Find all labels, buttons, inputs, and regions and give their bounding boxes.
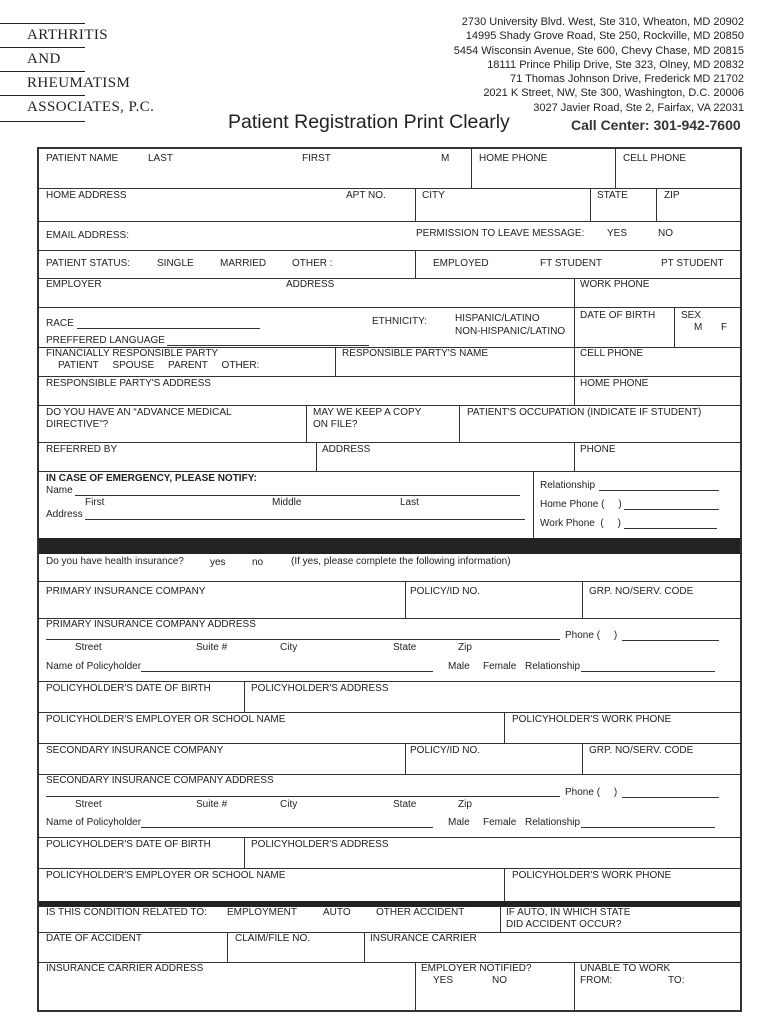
cell-phone-label: CELL PHONE <box>623 153 686 164</box>
occupation-label: PATIENT'S OCCUPATION (INDICATE IF STUDENT) <box>467 407 702 418</box>
primary-female[interactable]: Female <box>483 661 517 672</box>
emergency-address-line[interactable] <box>85 519 525 520</box>
status-other[interactable]: OTHER : <box>292 258 333 269</box>
responsible-name-label: RESPONSIBLE PARTY'S NAME <box>342 348 489 359</box>
insurance-carrier-label: INSURANCE CARRIER <box>370 933 477 944</box>
auto-state-label: IF AUTO, IN WHICH STATE <box>506 907 631 918</box>
primary-relationship-label: Relationship <box>525 661 581 672</box>
call-center-phone: Call Center: 301-942-7600 <box>571 117 741 133</box>
primary-policyholder-name-label: Name of Policyholder <box>46 661 142 672</box>
secondary-policyholder-name-line[interactable] <box>141 827 433 828</box>
row-insurance-question <box>39 554 740 581</box>
emergency-heading: IN CASE OF EMERGENCY, PLEASE NOTIFY: <box>46 473 257 484</box>
insurance-question: Do you have health insurance? <box>46 556 184 567</box>
leave-message-label: PERMISSION TO LEAVE MESSAGE: <box>416 228 585 239</box>
emergency-work-phone-label: Work Phone ( ) <box>540 518 621 529</box>
secondary-policy-id-label: POLICY/ID NO. <box>410 745 481 756</box>
insurance-no[interactable]: no <box>252 557 264 568</box>
row-email <box>39 221 740 250</box>
home-phone-label: HOME PHONE <box>479 153 548 164</box>
accident-date-label: DATE OF ACCIDENT <box>46 933 142 944</box>
related-auto[interactable]: AUTO <box>323 907 351 918</box>
row-referred-by <box>39 442 740 471</box>
unable-to-label: TO: <box>668 975 685 986</box>
office-address: 3027 Javier Road, Ste 2, Fairfax, VA 22031 <box>533 101 744 114</box>
advance-directive-label-2: DIRECTIVE”? <box>46 419 109 430</box>
primary-street-label: Street <box>75 642 102 653</box>
section-divider <box>39 538 740 554</box>
office-address: 2021 K Street, NW, Ste 300, Washington, D.C. 20006 <box>483 87 744 100</box>
keep-copy-label: MAY WE KEEP A COPY <box>313 407 422 418</box>
primary-policy-id-label: POLICY/ID NO. <box>410 586 481 597</box>
unable-from-label: FROM: <box>580 975 613 986</box>
primary-grp-no-label: GRP. NO/SERV. CODE <box>589 586 694 597</box>
language-input-line[interactable] <box>167 345 369 346</box>
primary-policyholder-name-line[interactable] <box>141 671 433 672</box>
secondary-phone-line[interactable] <box>622 797 719 798</box>
secondary-ph-address-label: POLICYHOLDER'S ADDRESS <box>251 839 389 850</box>
first-name-label: FIRST <box>302 153 331 164</box>
ethnicity-label: ETHNICITY: <box>372 316 428 327</box>
secondary-relationship-label: Relationship <box>525 817 581 828</box>
row-financial-party <box>39 347 740 376</box>
secondary-ph-work-phone-label: POLICYHOLDER'S WORK PHONE <box>512 870 672 881</box>
work-phone-label: WORK PHONE <box>580 279 650 290</box>
status-ft-student[interactable]: FT STUDENT <box>540 258 603 269</box>
status-pt-student[interactable]: PT STUDENT <box>661 258 724 269</box>
logo-rule <box>0 95 85 96</box>
language-label: PREFFERED LANGUAGE <box>46 335 165 346</box>
last-name-label: LAST <box>148 153 174 164</box>
referrer-phone-label: PHONE <box>580 444 616 455</box>
office-address: 5454 Wisconsin Avenue, Ste 600, Chevy Chase, MD 20815 <box>453 44 744 57</box>
race-label: RACE <box>46 318 74 329</box>
ethnicity-hispanic[interactable]: HISPANIC/LATINO <box>455 313 540 324</box>
employer-notified-yes[interactable]: YES <box>433 975 454 986</box>
office-address: 71 Thomas Johnson Drive, Frederick MD 21702 <box>510 73 744 86</box>
row-patient-name <box>39 149 740 188</box>
ethnicity-non-hispanic[interactable]: NON-HISPANIC/LATINO <box>455 326 566 337</box>
primary-suite-label: Suite # <box>196 642 228 653</box>
practice-logo <box>0 0 200 130</box>
row-carrier-address <box>39 962 740 1012</box>
insurance-note: (If yes, please complete the following information) <box>291 556 511 567</box>
carrier-address-label: INSURANCE CARRIER ADDRESS <box>46 963 204 974</box>
logo-line: ARTHRITIS <box>27 27 109 43</box>
primary-zip-label: Zip <box>458 642 472 653</box>
secondary-policyholder-name-label: Name of Policyholder <box>46 817 142 828</box>
state-label: STATE <box>597 190 628 201</box>
row-secondary-policyholder-dob <box>39 837 740 868</box>
row-patient-status <box>39 250 740 278</box>
employer-notified-label: EMPLOYER NOTIFIED? <box>421 963 532 974</box>
registration-form <box>37 147 742 1012</box>
primary-company-label: PRIMARY INSURANCE COMPANY <box>46 586 206 597</box>
secondary-phone-label: Phone ( ) <box>565 787 618 798</box>
row-demographics <box>39 307 740 347</box>
form-title: Patient Registration Print Clearly <box>228 111 510 133</box>
financial-party-label: FINANCIALLY RESPONSIBLE PARTY <box>46 348 219 359</box>
primary-ph-work-phone-label: POLICYHOLDER'S WORK PHONE <box>512 714 672 725</box>
emergency-relationship-line[interactable] <box>599 490 719 491</box>
row-primary-policyholder-employer <box>39 712 740 743</box>
race-input-line[interactable] <box>77 328 260 329</box>
condition-related-label: IS THIS CONDITION RELATED TO: <box>46 907 207 918</box>
emergency-home-phone-line[interactable] <box>624 509 719 510</box>
sex-female[interactable]: F <box>721 322 728 333</box>
logo-rule <box>0 71 85 72</box>
secondary-female[interactable]: Female <box>483 817 517 828</box>
office-address: 18111 Prince Philip Drive, Ste 323, Olney, MD 20832 <box>487 58 744 71</box>
primary-ph-address-label: POLICYHOLDER'S ADDRESS <box>251 683 389 694</box>
row-primary-address <box>39 618 740 681</box>
secondary-ph-dob-label: POLICYHOLDER'S DATE OF BIRTH <box>46 839 211 850</box>
emergency-work-phone-line[interactable] <box>624 528 717 529</box>
city-label: CITY <box>422 190 445 201</box>
primary-phone-line[interactable] <box>622 640 719 641</box>
primary-ph-dob-label: POLICYHOLDER'S DATE OF BIRTH <box>46 683 211 694</box>
status-employed[interactable]: EMPLOYED <box>433 258 489 269</box>
row-responsible-address <box>39 376 740 405</box>
secondary-city-label: City <box>280 799 298 810</box>
zip-label: ZIP <box>664 190 680 201</box>
leave-message-no[interactable]: NO <box>658 228 673 239</box>
secondary-grp-no-label: GRP. NO/SERV. CODE <box>589 745 694 756</box>
secondary-state-label: State <box>393 799 417 810</box>
secondary-street-label: Street <box>75 799 102 810</box>
insurance-yes[interactable]: yes <box>210 557 226 568</box>
row-accident-details <box>39 932 740 962</box>
emergency-home-phone-label: Home Phone ( ) <box>540 499 622 510</box>
primary-phone-label: Phone ( ) <box>565 630 618 641</box>
status-married[interactable]: MARRIED <box>220 258 267 269</box>
secondary-suite-label: Suite # <box>196 799 228 810</box>
status-single[interactable]: SINGLE <box>157 258 194 269</box>
related-other-accident[interactable]: OTHER ACCIDENT <box>376 907 465 918</box>
primary-state-label: State <box>393 642 417 653</box>
primary-ph-employer-label: POLICYHOLDER'S EMPLOYER OR SCHOOL NAME <box>46 714 286 725</box>
row-employer <box>39 278 740 307</box>
emergency-name-label: Name <box>46 485 73 496</box>
unable-to-work-label: UNABLE TO WORK <box>580 963 671 974</box>
logo-line: ASSOCIATES, P.C. <box>27 99 155 115</box>
logo-line: RHEUMATISM <box>27 75 131 91</box>
logo-line: AND <box>27 51 61 67</box>
emergency-last-label: Last <box>400 497 419 508</box>
emergency-relationship-label: Relationship <box>540 480 596 491</box>
emergency-middle-label: Middle <box>272 497 302 508</box>
auto-state-label-2: DID ACCIDENT OCCUR? <box>506 919 622 930</box>
apt-no-label: APT NO. <box>346 190 386 201</box>
emergency-address-label: Address <box>46 509 83 520</box>
patient-name-label: PATIENT NAME <box>46 153 119 164</box>
secondary-male[interactable]: Male <box>448 817 470 828</box>
referrer-address-label: ADDRESS <box>322 444 371 455</box>
row-advance-directive <box>39 405 740 442</box>
advance-directive-label: DO YOU HAVE AN “ADVANCE MEDICAL <box>46 407 232 418</box>
logo-rule <box>0 121 85 122</box>
row-secondary-address <box>39 774 740 837</box>
responsible-address-label: RESPONSIBLE PARTY'S ADDRESS <box>46 378 211 389</box>
secondary-company-label: SECONDARY INSURANCE COMPANY <box>46 745 224 756</box>
primary-city-label: City <box>280 642 298 653</box>
row-condition-related <box>39 907 740 932</box>
row-primary-insurance <box>39 581 740 618</box>
secondary-zip-label: Zip <box>458 799 472 810</box>
row-emergency-contact <box>39 471 740 538</box>
row-secondary-policyholder-employer <box>39 868 740 901</box>
primary-address-label: PRIMARY INSURANCE COMPANY ADDRESS <box>46 619 256 630</box>
row-secondary-insurance <box>39 743 740 774</box>
middle-initial-label: M <box>441 153 450 164</box>
employer-notified-no[interactable]: NO <box>492 975 507 986</box>
secondary-relationship-line[interactable] <box>581 827 715 828</box>
dob-label: DATE OF BIRTH <box>580 310 656 321</box>
financial-party-options[interactable]: PATIENT SPOUSE PARENT OTHER: <box>58 360 260 371</box>
keep-copy-label-2: ON FILE? <box>313 419 358 430</box>
row-home-address <box>39 188 740 221</box>
leave-message-yes[interactable]: YES <box>607 228 628 239</box>
primary-male[interactable]: Male <box>448 661 470 672</box>
logo-rule <box>0 23 85 24</box>
referred-by-label: REFERRED BY <box>46 444 118 455</box>
secondary-address-label: SECONDARY INSURANCE COMPANY ADDRESS <box>46 775 274 786</box>
related-employment[interactable]: EMPLOYMENT <box>227 907 298 918</box>
office-address-list <box>454 15 744 115</box>
responsible-cell-label: CELL PHONE <box>580 348 643 359</box>
sex-male[interactable]: M <box>694 322 703 333</box>
office-address: 14995 Shady Grove Road, Ste 250, Rockville, MD 20850 <box>465 30 744 43</box>
primary-address-line[interactable] <box>46 639 560 640</box>
home-address-label: HOME ADDRESS <box>46 190 127 201</box>
office-address: 2730 University Blvd. West, Ste 310, Wheaton, MD 20902 <box>461 16 744 28</box>
secondary-address-line[interactable] <box>46 796 560 797</box>
logo-rule <box>0 47 85 48</box>
row-primary-policyholder-dob <box>39 681 740 712</box>
emergency-first-label: First <box>85 497 105 508</box>
sex-label: SEX <box>681 310 702 321</box>
employer-address-label: ADDRESS <box>286 279 335 290</box>
employer-label: EMPLOYER <box>46 279 102 290</box>
emergency-name-line[interactable] <box>75 495 520 496</box>
secondary-ph-employer-label: POLICYHOLDER'S EMPLOYER OR SCHOOL NAME <box>46 870 286 881</box>
primary-relationship-line[interactable] <box>581 671 715 672</box>
claim-no-label: CLAIM/FILE NO. <box>235 933 311 944</box>
patient-status-label: PATIENT STATUS: <box>46 258 131 269</box>
responsible-home-phone-label: HOME PHONE <box>580 378 649 389</box>
email-label: EMAIL ADDRESS: <box>46 230 129 241</box>
